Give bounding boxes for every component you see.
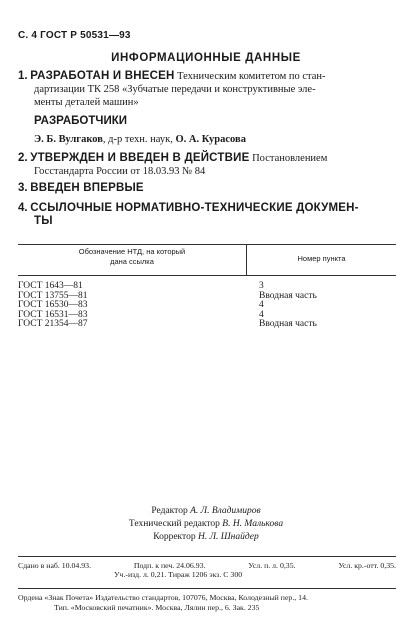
section-number: 2.	[18, 152, 28, 164]
row-document: ГОСТ 16531—83	[18, 309, 88, 320]
editor-name: В. Н. Малькова	[222, 519, 284, 529]
row-point: Вводная часть	[259, 319, 317, 329]
imprint-signed: Подп. к печ. 24.06.93.	[133, 561, 206, 570]
info-data-title: ИНФОРМАЦИОННЫЕ ДАННЫЕ	[111, 52, 301, 64]
section-2	[18, 152, 396, 178]
editors-block	[0, 505, 412, 544]
section-text: Техническим комитетом по стан-	[174, 71, 326, 82]
editor-role: Редактор	[151, 506, 191, 516]
section-text: Постановлением	[249, 153, 328, 164]
table-row	[18, 320, 396, 330]
publisher-line: Ордена «Знак Почета» Издательство стандартов, 107076, Москва, Колодезный пер., 14.	[18, 593, 308, 602]
section-3	[18, 182, 396, 195]
column-header-point: Номер пункта	[297, 254, 346, 263]
section-text: менты деталей машин»	[34, 97, 139, 108]
row-point: 3	[259, 281, 264, 291]
section-heading: ТЫ	[34, 215, 53, 227]
editor-line	[0, 531, 412, 544]
imprint-submitted: Сдано в наб. 10.04.93.	[18, 561, 92, 570]
row-point: Вводная часть	[259, 290, 317, 301]
editor-line	[0, 505, 412, 518]
printer-line: Тип. «Московский печатник». Москва, Лялин пер., 6. Зак. 235	[54, 603, 260, 612]
divider-rule	[18, 556, 396, 557]
reference-table-header	[18, 244, 396, 276]
section-text: дартизации ТК 258 «Зубчатые передачи и конструктивные эле-	[34, 84, 316, 95]
developer-name: О. А. Курасова	[175, 134, 246, 145]
editor-role: Технический редактор	[128, 519, 223, 529]
section-heading: ССЫЛОЧНЫЕ НОРМАТИВНО-ТЕХНИЧЕСКИЕ ДОКУМЕН-	[30, 202, 359, 214]
column-header-line: дана ссылка	[110, 257, 154, 266]
section-text: Госстандарта России от 18.03.93 № 84	[34, 166, 206, 177]
section-heading: ВВЕДЕН ВПЕРВЫЕ	[30, 182, 144, 194]
section-number: 3.	[18, 182, 28, 194]
imprint-sheets: Усл. п. л. 0,35.	[248, 561, 296, 570]
page-header: С. 4 ГОСТ Р 50531—93	[18, 30, 131, 41]
row-point: 4	[259, 309, 264, 320]
section-number: 4.	[18, 202, 28, 214]
developer-name: Э. Б. Вулгаков	[34, 134, 103, 145]
developers-names	[34, 134, 246, 145]
section-number: 1.	[18, 70, 28, 82]
section-heading: РАЗРАБОТАН И ВНЕСЕН	[30, 70, 175, 82]
imprint-block	[18, 561, 396, 579]
column-header-line: Обозначение НТД, на который	[78, 247, 186, 256]
row-point: 4	[259, 300, 264, 310]
row-document: ГОСТ 1643—81	[18, 281, 83, 291]
row-document: ГОСТ 16530—83	[18, 300, 88, 310]
publisher-footer	[18, 593, 396, 613]
row-document: ГОСТ 13755—81	[18, 290, 88, 301]
reference-table-body	[18, 282, 396, 330]
editor-name: А. Л. Владимиров	[190, 506, 261, 516]
section-1	[18, 70, 396, 109]
divider-rule	[18, 588, 396, 589]
developer-degree: , д-р техн. наук,	[102, 134, 176, 145]
editor-role: Корректор	[153, 532, 198, 542]
column-header-document	[18, 247, 246, 267]
imprint-prints: Усл. кр.-отт. 0,35.	[338, 561, 396, 570]
row-document: ГОСТ 21354—87	[18, 319, 88, 329]
editor-name: Н. Л. Шнайдер	[197, 532, 259, 542]
section-4	[18, 202, 396, 228]
developers-title: РАЗРАБОТЧИКИ	[34, 115, 127, 127]
imprint-edition: Уч.-изд. л. 0,21. Тираж 1206 экз. С 300	[114, 570, 243, 579]
editor-line	[0, 518, 412, 531]
section-heading: УТВЕРЖДЕН И ВВЕДЕН В ДЕЙСТВИЕ	[30, 152, 250, 164]
